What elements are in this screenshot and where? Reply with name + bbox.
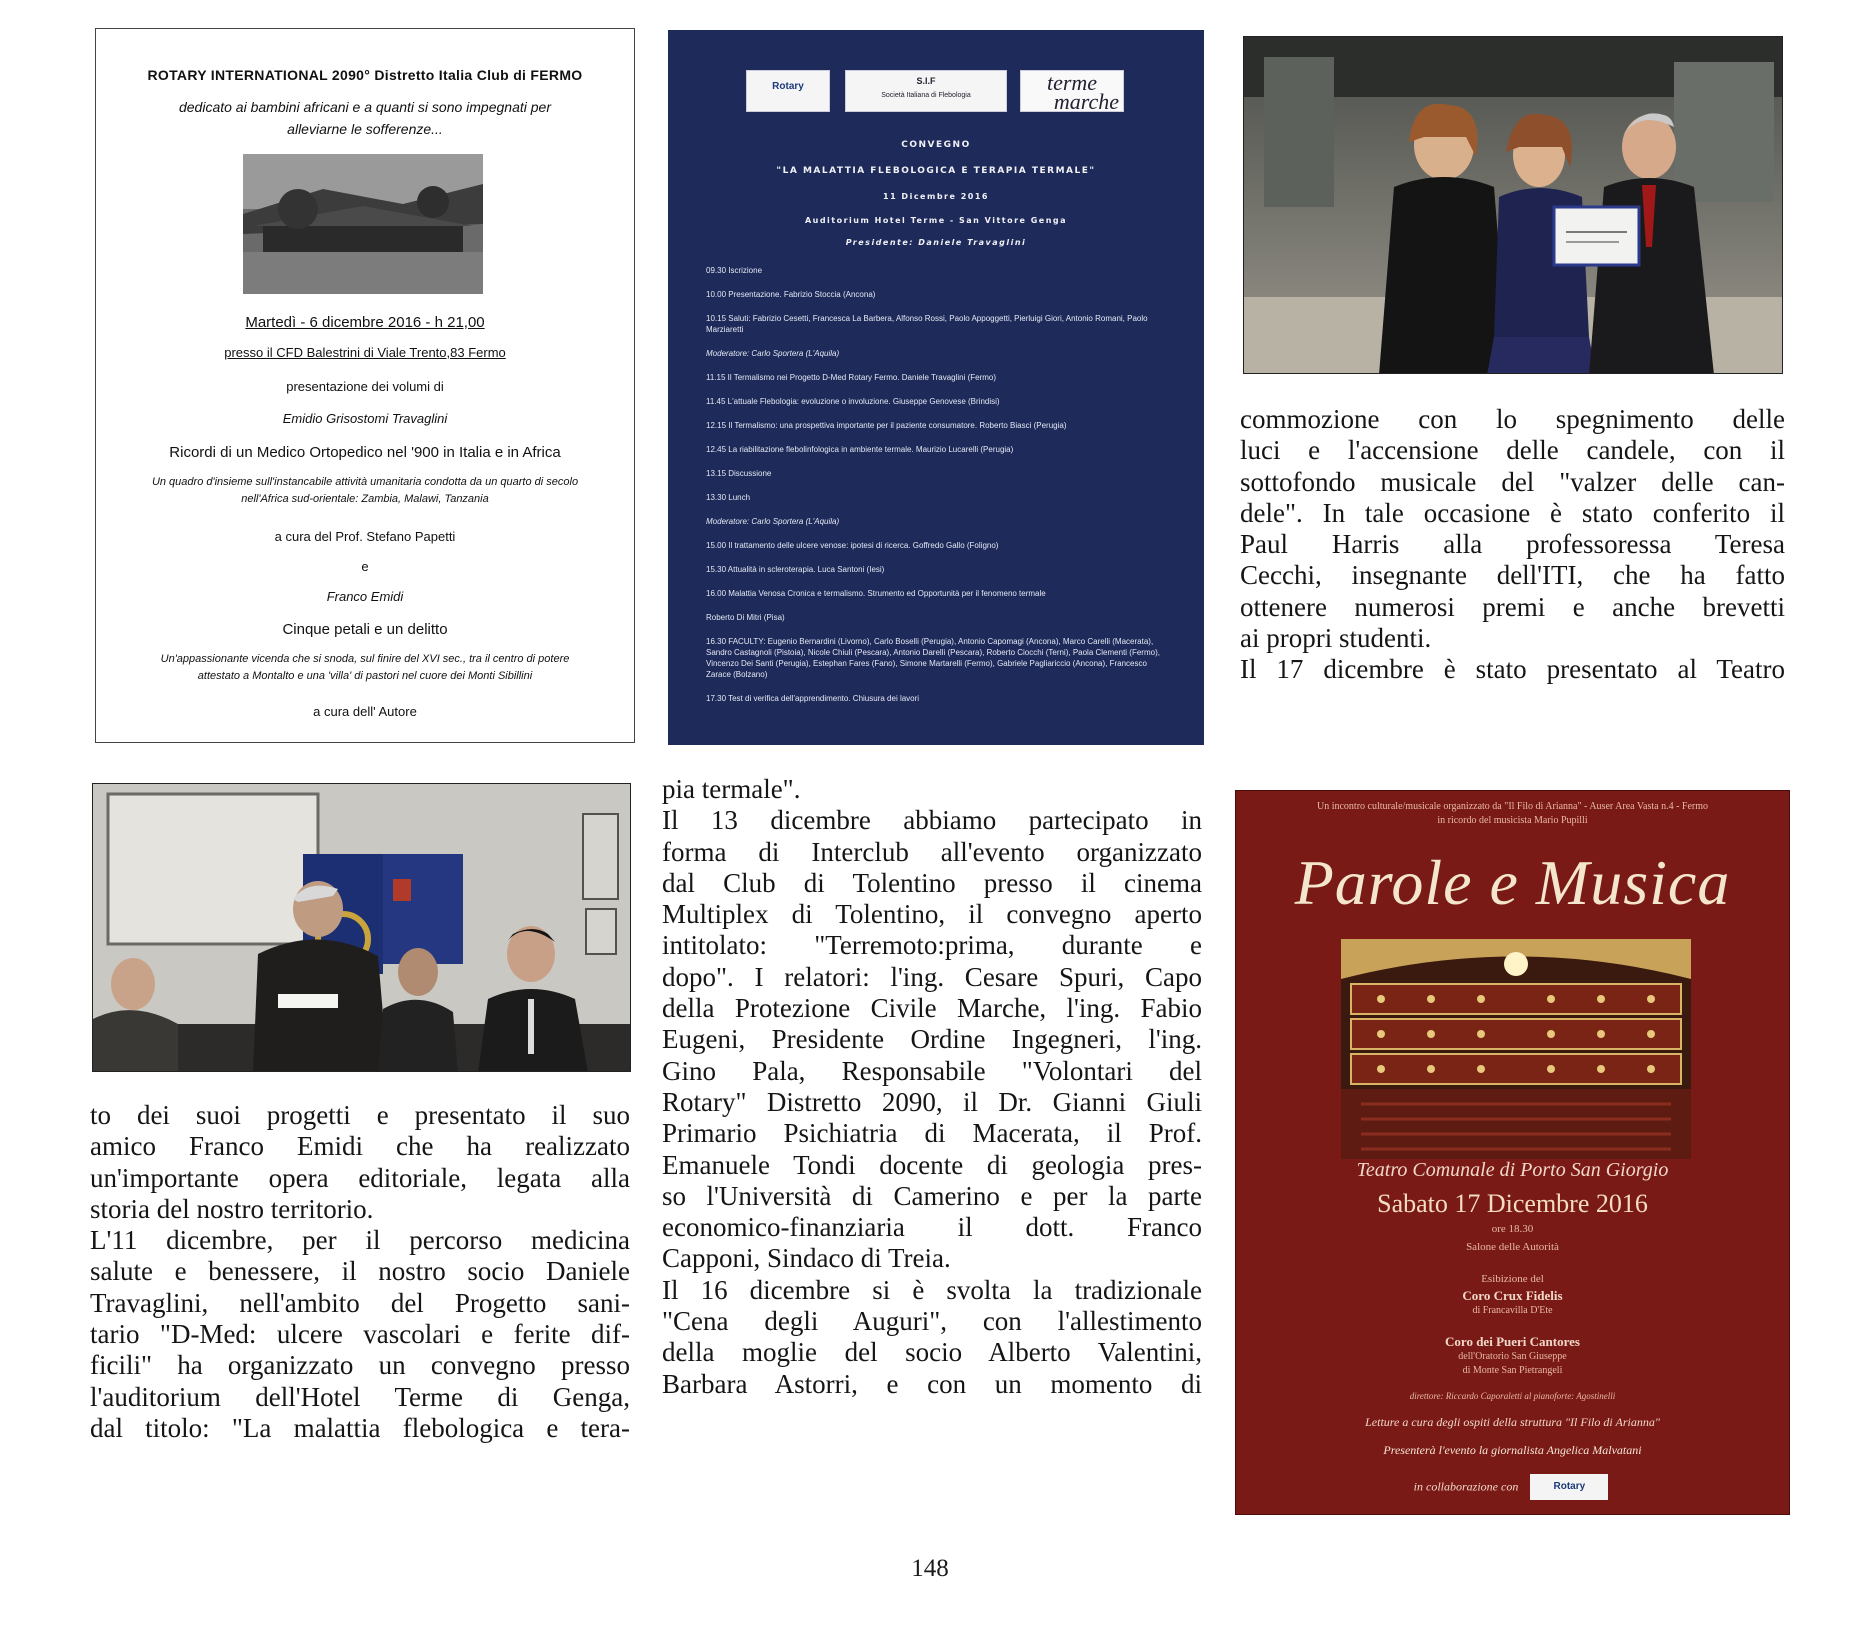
text-line: Gino Pala, Responsabile "Volontari del bbox=[662, 1055, 1202, 1086]
program-item: 15.30 Attualità in scleroterapia. Luca Santoni (Iesi) bbox=[706, 565, 885, 574]
program-item: 17.30 Test di verifica dell'apprendimento. Chiusura dei lavori bbox=[706, 694, 920, 703]
flyer-author-2: Franco Emidi bbox=[326, 589, 404, 604]
program-item: 09.30 Iscrizione bbox=[706, 266, 763, 275]
flyer-dedication-line-1: dedicato ai bambini africani e a quanti si sono impegnati per bbox=[178, 99, 551, 115]
flyer-book-2-note: Un'appassionante vicenda che si snoda, sul finire del XVI sec., tra il centro di potere attestato a Montalto e una 'villa' di pastori nel cuore dei Monti Sibillini bbox=[160, 653, 570, 682]
flyer-book-1-note: Un quadro d'insieme sull'instancabile attività umanitaria condotta da un quarto di secolo nell'Africa sud-orientale: Zambia, Malawi, Tanzania bbox=[151, 476, 579, 505]
terme-marche-logo: terme marche bbox=[1020, 70, 1124, 112]
poster-top-line-1: Un incontro culturale/musicale organizzato da "Il Filo di Arianna" - Auser Area Vasta n.4 - Fermo bbox=[1316, 801, 1709, 812]
text-line: to dei suoi progetti e presentato il suo bbox=[90, 1100, 630, 1130]
text-line: storia del nostro territorio. bbox=[90, 1193, 374, 1224]
text-line: "Cena degli Auguri", con l'allestimento bbox=[662, 1306, 1202, 1337]
flyer-and: e bbox=[361, 559, 369, 574]
poster-readings: Letture a cura degli ospiti della struttura "Il Filo di Arianna" bbox=[1365, 1415, 1660, 1429]
text-line: Multiplex di Tolentino, il convegno aperto bbox=[662, 899, 1202, 930]
text-line: salute e benessere, il nostro socio Daniele bbox=[90, 1256, 630, 1287]
sif-logo: S.I.F Società Italiana di Flebologia bbox=[845, 70, 1007, 112]
article-column-3 bbox=[1240, 404, 1785, 686]
text-line: un'importante opera editoriale, legata alla bbox=[90, 1162, 630, 1193]
program-item: Roberto Di Mitri (Pisa) bbox=[706, 613, 785, 622]
program-item: 16.30 FACULTY: Eugenio Bernardini (Livorno), Carlo Boselli (Perugia), Antonio Capomagi (Ancona), Marco Carelli (Macerata), Sandro Castagnoli (Pistoia), Nicole Chiuli (Pescara), Antonio Darelli (Pescara), Roberto Ciocchi (Terni), Paola Clementi (Fermo), Vincenzo Dei Santi (Perugia), Estephan Fares (Fano), Simone Martarelli (Fermo), Gabriele Pagliariccio (Ancona), Francesco Zarace (Bolzano) bbox=[706, 637, 1160, 679]
program-item: 12.15 Il Termalismo: una prospettiva importante per il paziente consumatore. Roberto Biasci (Perugia) bbox=[706, 421, 1067, 430]
poster-choir-1: Coro Crux Fidelis bbox=[1462, 1288, 1563, 1303]
flyer-author-1: Emidio Grisostomi Travaglini bbox=[282, 411, 448, 426]
text-line: l'auditorium dell'Hotel Terme di Genga, bbox=[90, 1381, 630, 1412]
photo-book-presentation-meeting bbox=[92, 783, 631, 1072]
text-line: dal titolo: "La malattia flebologica e tera- bbox=[90, 1412, 630, 1443]
text-line: forma di Interclub all'evento organizzato bbox=[662, 836, 1202, 867]
text-line: ficili" ha organizzato un convegno presso bbox=[90, 1350, 630, 1381]
text-line: ottenere numerosi premi e anche brevetti bbox=[1240, 591, 1785, 622]
text-line: ai propri studenti. bbox=[1240, 623, 1432, 654]
text-line: commozione con lo spegnimento delle bbox=[1240, 404, 1785, 434]
text-line: Capponi, Sindaco di Treia. bbox=[662, 1243, 951, 1274]
rotary-logo: Rotary bbox=[1530, 1474, 1608, 1500]
photo-paul-harris-award bbox=[1243, 36, 1783, 374]
program-item: Moderatore: Carlo Sportera (L'Aquila) bbox=[706, 349, 840, 358]
flyer-book-2-title: Cinque petali e un delitto bbox=[282, 621, 448, 638]
text-line: L'11 dicembre, per il percorso medicina bbox=[90, 1225, 630, 1256]
text-line: Eugeni, Presidente Ordine Ingegneri, l'ing. bbox=[662, 1024, 1202, 1055]
text-line: Barbara Astorri, e con un momento di bbox=[662, 1368, 1202, 1399]
poster-time: ore 18.30 bbox=[1491, 1223, 1534, 1235]
program-item: 12.45 La riabilitazione flebolinfologica in ambiente termale. Maurizio Lucarelli (Perugia) bbox=[706, 445, 1014, 454]
text-line: dal Club di Tolentino presso il cinema bbox=[662, 867, 1202, 898]
flyer-curator-1: a cura del Prof. Stefano Papetti bbox=[274, 529, 456, 544]
text-line: Primario Psichiatria di Macerata, il Prof. bbox=[662, 1118, 1202, 1149]
program-item: 16.00 Malattia Venosa Cronica e termalismo. Strumento ed Opportunità per il fenomeno termale bbox=[706, 589, 1046, 598]
flyer-convegno bbox=[668, 30, 1204, 745]
text-line: dopo". I relatori: l'ing. Cesare Spuri, Capo bbox=[662, 961, 1202, 992]
flyer-presentation: presentazione dei volumi di bbox=[286, 379, 444, 394]
program-item: 13.15 Discussione bbox=[706, 469, 772, 478]
text-line: so l'Università di Camerino e per la parte bbox=[662, 1180, 1202, 1211]
poster-performance: Esibizione del bbox=[1481, 1273, 1544, 1285]
flyer-header: ROTARY INTERNATIONAL 2090° Distretto Italia Club di FERMO bbox=[147, 67, 583, 83]
program-item: Moderatore: Carlo Sportera (L'Aquila) bbox=[706, 517, 840, 526]
poster-choir-2-sub: dell'Oratorio San Giuseppe bbox=[1458, 1351, 1567, 1362]
poster-direction: direttore: Riccardo Caporaletti al pianoforte: Agostinelli bbox=[1409, 1391, 1616, 1401]
text-line: amico Franco Emidi che ha realizzato bbox=[90, 1131, 630, 1162]
flyer-curator-2: a cura dell' Autore bbox=[313, 704, 417, 719]
program-item: 13.30 Lunch bbox=[706, 493, 751, 502]
program-item: 11.15 Il Termalismo nei Progetto D-Med Rotary Fermo. Daniele Travaglini (Fermo) bbox=[706, 373, 997, 382]
flyer-african-village-photo bbox=[243, 154, 483, 294]
text-line: sottofondo musicale del "valzer delle can- bbox=[1240, 466, 1785, 497]
text-line: economico-finanziaria il dott. Franco bbox=[662, 1212, 1202, 1243]
text-line: Il 16 dicembre si è svolta la tradizionale bbox=[662, 1274, 1202, 1305]
flyer-dedication-line-2: alleviarne le sofferenze... bbox=[287, 121, 443, 137]
text-line: pia termale". bbox=[662, 774, 801, 804]
article-column-2 bbox=[662, 774, 1202, 1400]
text-line: Paul Harris alla professoressa Teresa bbox=[1240, 529, 1785, 560]
poster-theatre-image bbox=[1341, 939, 1691, 1159]
poster-date: Sabato 17 Dicembre 2016 bbox=[1377, 1189, 1648, 1218]
text-line: della Protezione Civile Marche, l'ing. Fabio bbox=[662, 993, 1202, 1024]
convegno-venue: Auditorium Hotel Terme - San Vittore Genga bbox=[804, 216, 1068, 225]
convegno-label: CONVEGNO bbox=[901, 140, 971, 150]
flyer-book-1-title: Ricordi di un Medico Ortopedico nel '900 in Italia e in Africa bbox=[169, 444, 561, 461]
convegno-title: "LA MALATTIA FLEBOLOGICA E TERAPIA TERMALE" bbox=[776, 166, 1096, 176]
program-item: 15.00 Il trattamento delle ulcere venose: ipotesi di ricerca. Goffredo Gallo (Foligno) bbox=[706, 541, 999, 550]
text-line: tario "D-Med: ulcere vascolari e ferite dif- bbox=[90, 1319, 630, 1350]
poster-title: Parole e Musica bbox=[1294, 847, 1731, 918]
page-number: 148 bbox=[911, 1555, 949, 1582]
text-line: dele". In tale occasione è stato conferito il bbox=[1240, 497, 1785, 528]
program-item: 10.00 Presentazione. Fabrizio Stoccia (Ancona) bbox=[706, 290, 876, 299]
poster-choir-1-place: di Francavilla D'Ete bbox=[1472, 1305, 1553, 1316]
rotary-logo: Rotary bbox=[746, 70, 830, 112]
flyer-date: Martedì - 6 dicembre 2016 - h 21,00 bbox=[245, 314, 485, 331]
text-line: della moglie del socio Alberto Valentini, bbox=[662, 1337, 1202, 1368]
poster-venue: Teatro Comunale di Porto San Giorgio bbox=[1356, 1159, 1669, 1181]
flyer-venue: presso il CFD Balestrini di Viale Trento,83 Fermo bbox=[224, 345, 506, 360]
poster-choir-2-place: di Monte San Pietrangeli bbox=[1462, 1365, 1563, 1376]
program-item: 10.15 Saluti: Fabrizio Cesetti, Francesca La Barbera, Alfonso Rossi, Paolo Appoggetti, Pierluigi Giori, Antonio Romani, Paolo Marziaretti bbox=[706, 314, 1148, 334]
text-line: luci e l'accensione delle candele, con il bbox=[1240, 435, 1785, 466]
poster-top-line-2: in ricordo del musicista Mario Pupilli bbox=[1437, 815, 1588, 826]
text-line: Il 13 dicembre abbiamo partecipato in bbox=[662, 805, 1202, 836]
text-line: Rotary" Distretto 2090, il Dr. Gianni Giuli bbox=[662, 1086, 1202, 1117]
poster-collab: in collaborazione con Rotary bbox=[1331, 1474, 1691, 1502]
text-line: Il 17 dicembre è stato presentato al Teatro bbox=[1240, 654, 1785, 685]
convegno-date: 11 Dicembre 2016 bbox=[883, 192, 989, 201]
text-line: Travaglini, nell'ambito del Progetto sani- bbox=[90, 1287, 630, 1318]
text-line: Emanuele Tondi docente di geologia pres- bbox=[662, 1149, 1202, 1180]
program-item: 11.45 L'attuale Flebologia: evoluzione o involuzione. Giuseppe Genovese (Brindisi) bbox=[706, 397, 1000, 406]
text-line: Cecchi, insegnante dell'ITI, che ha fatto bbox=[1240, 560, 1785, 591]
poster-presenter: Presenterà l'evento la giornalista Angelica Malvatani bbox=[1383, 1443, 1642, 1457]
flyer-book-presentation bbox=[95, 28, 635, 743]
convegno-program bbox=[706, 265, 1166, 717]
poster-room: Salone delle Autorità bbox=[1466, 1241, 1559, 1253]
poster-choir-2: Coro dei Pueri Cantores bbox=[1445, 1334, 1580, 1349]
convegno-president: Presidente: Daniele Travaglini bbox=[845, 238, 1027, 247]
text-line: intitolato: "Terremoto:prima, durante e bbox=[662, 930, 1202, 961]
poster-parole-e-musica bbox=[1235, 790, 1790, 1515]
article-column-1 bbox=[90, 1100, 630, 1444]
